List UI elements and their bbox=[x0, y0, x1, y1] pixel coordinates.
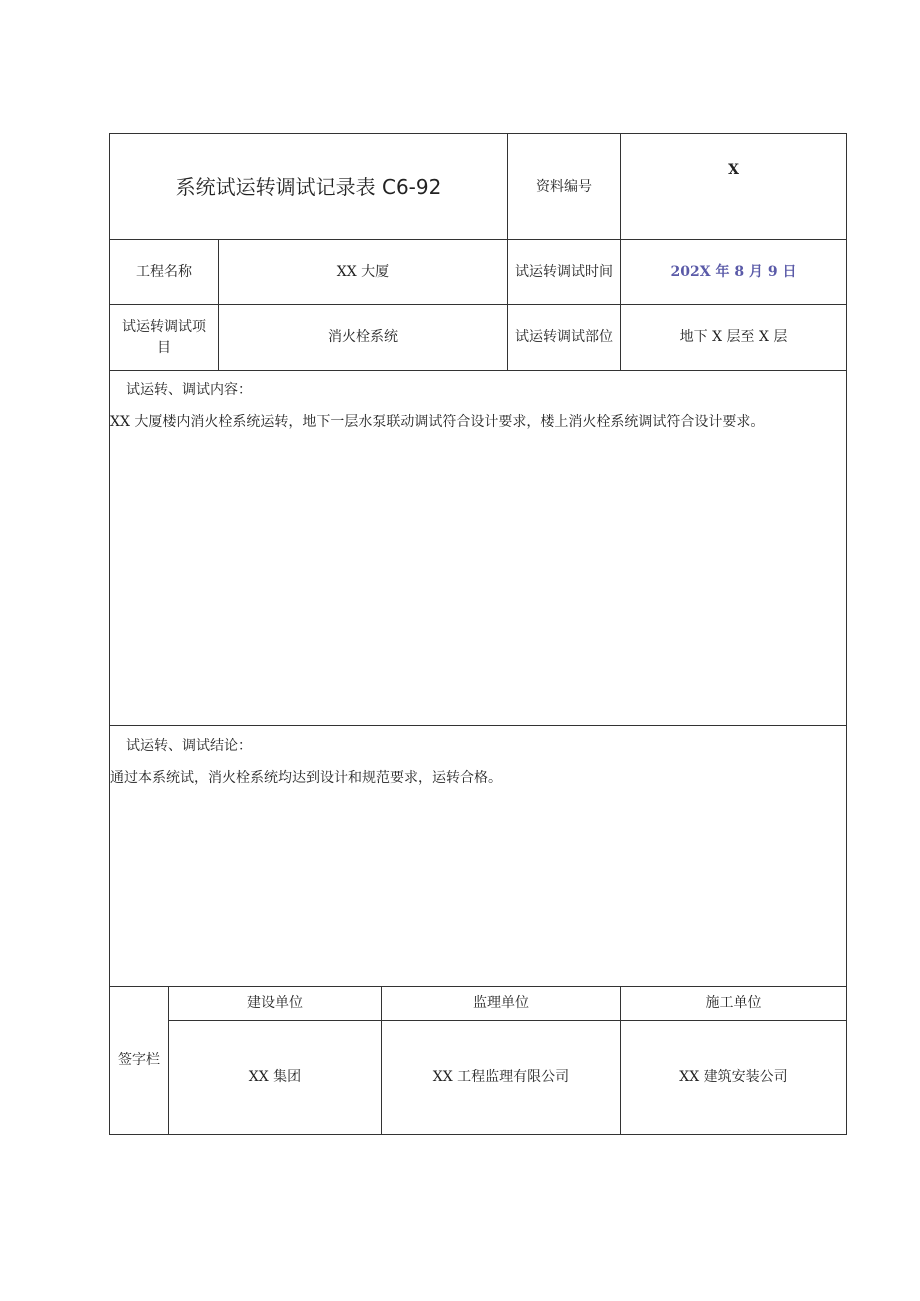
signature-contractor-name: XX 建筑安装公司 bbox=[679, 1069, 788, 1085]
signature-header-supervisor: 监理单位 bbox=[473, 995, 529, 1011]
signature-supervisor-name: XX 工程监理有限公司 bbox=[432, 1069, 570, 1085]
test-location-label: 试运转调试部位 bbox=[515, 329, 613, 345]
conclusion-label: 试运转、调试结论： bbox=[126, 738, 252, 754]
content-label: 试运转、调试内容： bbox=[126, 382, 252, 398]
row-divider bbox=[110, 725, 846, 726]
project-name-value: XX 大厦 bbox=[336, 263, 390, 280]
conclusion-text: 通过本系统试，消火栓系统均达到设计和规范要求，运转合格。 bbox=[110, 770, 502, 786]
test-time-label: 试运转调试时间 bbox=[515, 263, 613, 280]
test-item-value: 消火栓系统 bbox=[328, 329, 398, 345]
doc-number-label: 资料编号 bbox=[536, 178, 592, 195]
signature-label: 签字栏 bbox=[118, 1052, 160, 1068]
row-divider bbox=[110, 370, 846, 371]
test-item-label: 试运转调试项目 bbox=[122, 318, 206, 356]
record-form bbox=[109, 133, 847, 1135]
doc-number-value: X bbox=[728, 161, 739, 178]
content-text: XX 大厦楼内消火栓系统运转，地下一层水泵联动调试符合设计要求，楼上消火栓系统调试符合设计要求。 bbox=[110, 414, 765, 430]
signature-header-owner: 建设单位 bbox=[247, 995, 303, 1011]
signature-header-contractor: 施工单位 bbox=[705, 995, 762, 1011]
test-time-value: 202X 年 8 月 9 日 bbox=[670, 263, 797, 280]
test-location-value: 地下 X 层至 X 层 bbox=[679, 329, 788, 345]
signature-owner-name: XX 集团 bbox=[248, 1069, 302, 1085]
project-name-label: 工程名称 bbox=[136, 263, 192, 280]
form-title: 系统试运转调试记录表 C6-92 bbox=[175, 175, 442, 199]
